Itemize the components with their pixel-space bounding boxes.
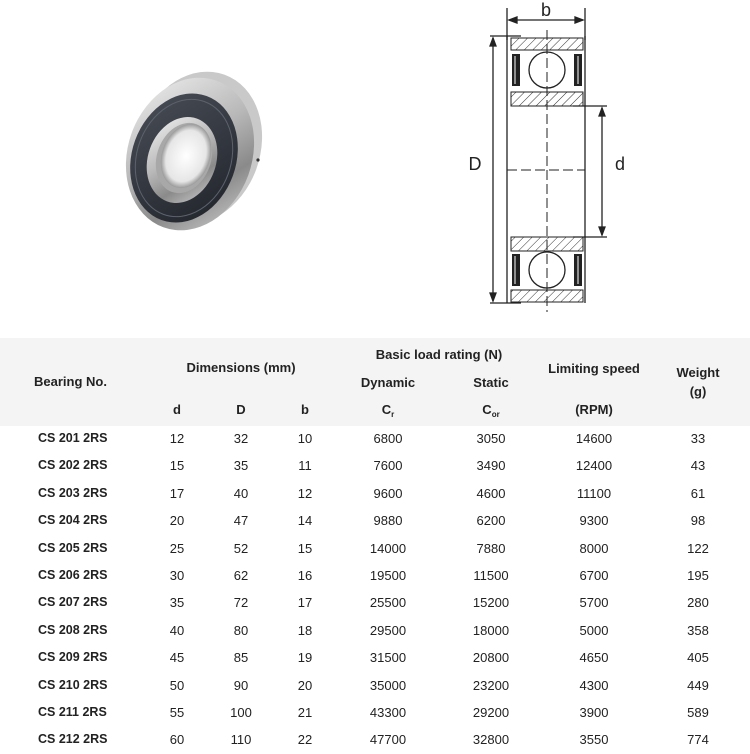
header-rpm: (RPM) <box>575 402 613 417</box>
outer-diameter-cell: 110 <box>230 732 252 748</box>
dynamic-load-cell: 19500 <box>369 567 407 583</box>
header-limiting-speed: Limiting speed <box>548 361 640 376</box>
width-cell: 12 <box>297 485 313 501</box>
weight-cell: 405 <box>687 650 709 666</box>
inner-diameter-cell: 60 <box>169 732 185 748</box>
header-load-rating: Basic load rating (N) <box>375 347 503 362</box>
bearing-number-cell: CS 209 2RS <box>38 650 108 665</box>
outer-diameter-cell: 40 <box>233 485 249 501</box>
static-load-cell: 3050 <box>476 431 506 446</box>
header-b: b <box>301 402 309 417</box>
header-d: d <box>173 402 181 417</box>
table-row <box>0 617 750 644</box>
weight-cell: 358 <box>687 622 709 638</box>
bearing-number-cell: CS 211 2RS <box>38 704 107 719</box>
bearing-number-cell: CS 205 2RS <box>38 540 108 555</box>
dynamic-load-cell: 31500 <box>369 650 407 666</box>
weight-cell: 589 <box>687 704 709 720</box>
table-row <box>0 480 750 507</box>
dynamic-load-cell: 9880 <box>373 513 403 529</box>
table-row <box>0 452 750 479</box>
bearing-number-cell: CS 202 2RS <box>38 458 108 473</box>
inner-diameter-cell: 30 <box>169 567 185 583</box>
width-cell: 10 <box>297 431 313 446</box>
limiting-speed-cell: 11100 <box>576 485 612 501</box>
cor-symbol: C <box>482 402 492 417</box>
weight-cell: 449 <box>687 677 709 693</box>
bearing-number-cell: CS 210 2RS <box>38 677 108 692</box>
outer-diameter-label: D <box>468 154 482 174</box>
limiting-speed-cell: 5000 <box>579 622 609 638</box>
weight-cell: 43 <box>690 458 706 474</box>
dynamic-load-cell: 6800 <box>373 431 403 446</box>
limiting-speed-cell: 5700 <box>579 595 609 611</box>
outer-diameter-cell: 100 <box>230 704 252 720</box>
header-weight-unit: (g) <box>689 384 707 399</box>
static-load-cell: 4600 <box>476 485 506 501</box>
width-cell: 21 <box>297 704 313 720</box>
dynamic-load-cell: 47700 <box>369 732 407 748</box>
cor-subscript: or <box>491 410 500 419</box>
width-cell: 18 <box>297 622 313 638</box>
limiting-speed-cell: 4300 <box>579 677 609 693</box>
width-cell: 19 <box>297 650 313 666</box>
inner-diameter-cell: 20 <box>169 513 185 529</box>
inner-diameter-cell: 15 <box>169 458 185 474</box>
static-load-cell: 18000 <box>472 622 510 638</box>
cross-section-drawing <box>455 0 655 320</box>
table-row <box>0 644 750 671</box>
outer-diameter-cell: 35 <box>233 458 249 474</box>
static-load-cell: 3490 <box>476 458 506 474</box>
dynamic-load-cell: 25500 <box>369 595 407 611</box>
limiting-speed-cell: 8000 <box>579 540 609 556</box>
outer-diameter-cell: 80 <box>233 622 249 638</box>
weight-cell: 61 <box>690 485 706 501</box>
table-row <box>0 672 750 699</box>
weight-cell: 280 <box>687 595 709 611</box>
width-cell: 22 <box>297 732 313 748</box>
static-load-cell: 23200 <box>472 677 510 693</box>
cr-subscript: r <box>391 410 395 419</box>
width-cell: 15 <box>297 540 313 556</box>
bearing-photo <box>110 62 270 242</box>
header-dynamic: Dynamic <box>360 375 416 390</box>
dynamic-load-cell: 29500 <box>369 622 407 638</box>
bearing-number-cell: CS 201 2RS <box>38 431 108 445</box>
dynamic-load-cell: 35000 <box>369 677 407 693</box>
outer-diameter-cell: 52 <box>233 540 249 556</box>
table-row <box>0 562 750 589</box>
limiting-speed-cell: 14600 <box>575 431 613 446</box>
dynamic-load-cell: 7600 <box>373 458 403 474</box>
inner-diameter-cell: 45 <box>169 650 185 666</box>
outer-diameter-cell: 62 <box>233 567 249 583</box>
inner-diameter-cell: 55 <box>169 704 185 720</box>
limiting-speed-cell: 3550 <box>579 732 609 748</box>
limiting-speed-cell: 9300 <box>579 513 609 529</box>
static-load-cell: 11500 <box>473 567 509 583</box>
header-static: Static <box>473 375 509 390</box>
header-weight: Weight <box>676 365 720 380</box>
inner-diameter-cell: 25 <box>169 540 185 556</box>
inner-diameter-label: d <box>614 154 626 174</box>
outer-diameter-cell: 32 <box>233 431 249 446</box>
dynamic-load-cell: 43300 <box>369 704 407 720</box>
outer-diameter-cell: 47 <box>233 513 249 529</box>
static-load-cell: 32800 <box>472 732 510 748</box>
bearing-number-cell: CS 207 2RS <box>38 595 108 610</box>
table-body <box>0 425 750 754</box>
weight-cell: 195 <box>687 567 709 583</box>
width-cell: 16 <box>297 567 313 583</box>
width-cell: 20 <box>297 677 313 693</box>
table-row <box>0 425 750 452</box>
dynamic-load-cell: 14000 <box>369 540 407 556</box>
static-load-cell: 6200 <box>476 513 506 529</box>
outer-diameter-cell: 90 <box>233 677 249 693</box>
header-cr <box>382 402 395 419</box>
inner-diameter-cell: 50 <box>169 677 185 693</box>
bearing-spec-table <box>0 338 750 750</box>
limiting-speed-cell: 12400 <box>575 458 613 474</box>
outer-diameter-cell: 72 <box>233 595 249 611</box>
inner-diameter-cell: 40 <box>169 622 185 638</box>
table-row <box>0 535 750 562</box>
table-row <box>0 699 750 726</box>
width-cell: 11 <box>298 458 312 474</box>
cr-symbol: C <box>381 402 392 417</box>
table-row <box>0 507 750 534</box>
bearing-number-cell: CS 206 2RS <box>38 567 108 582</box>
limiting-speed-cell: 6700 <box>579 567 609 583</box>
static-load-cell: 20800 <box>472 650 510 666</box>
width-cell: 14 <box>297 513 313 529</box>
inner-diameter-cell: 35 <box>169 595 185 611</box>
weight-cell: 98 <box>690 513 706 529</box>
inner-diameter-cell: 17 <box>169 485 185 501</box>
bearing-number-cell: CS 203 2RS <box>38 485 108 500</box>
header-cor <box>482 402 499 419</box>
header-dimensions: Dimensions (mm) <box>186 360 296 375</box>
limiting-speed-cell: 3900 <box>579 704 609 720</box>
bearing-number-cell: CS 208 2RS <box>38 622 108 637</box>
static-load-cell: 29200 <box>472 704 510 720</box>
table-header <box>0 338 750 426</box>
static-load-cell: 7880 <box>476 540 506 556</box>
static-load-cell: 15200 <box>472 595 510 611</box>
header-D: D <box>236 402 246 417</box>
inner-diameter-cell: 12 <box>169 431 185 446</box>
bearing-number-cell: CS 204 2RS <box>38 513 108 528</box>
table-row <box>0 589 750 616</box>
weight-cell: 122 <box>687 540 709 556</box>
weight-cell: 774 <box>687 732 709 748</box>
limiting-speed-cell: 4650 <box>579 650 609 666</box>
bearing-number-cell: CS 212 2RS <box>38 732 108 747</box>
outer-diameter-cell: 85 <box>233 650 249 666</box>
header-bearing-no: Bearing No. <box>34 374 107 389</box>
dynamic-load-cell: 9600 <box>373 485 403 501</box>
width-cell: 17 <box>297 595 313 611</box>
width-label: b <box>540 0 552 20</box>
weight-cell: 33 <box>690 431 706 446</box>
